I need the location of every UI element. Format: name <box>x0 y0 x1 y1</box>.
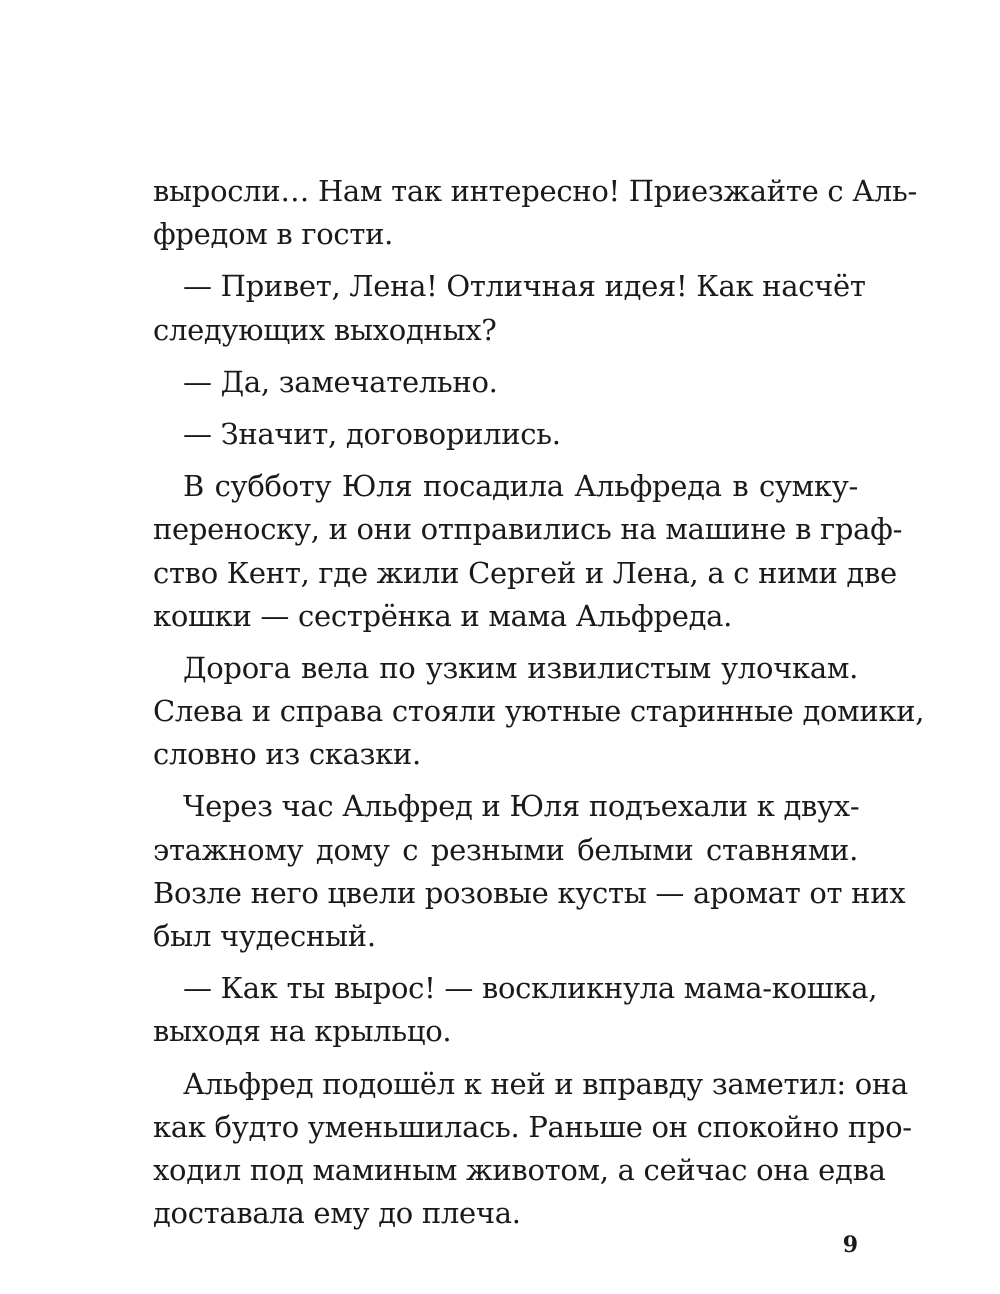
text-line: — Как ты вырос! — воскликнула мама-кошка, <box>183 971 878 1006</box>
text-line: — Значит, договорились. <box>183 416 561 451</box>
text-line: ство Кент, где жили Сергей и Лена, а с ними две <box>153 555 897 590</box>
paragraph-6 <box>153 647 925 777</box>
paragraph-2 <box>153 265 866 351</box>
text-line: следующих выходных? <box>153 312 497 347</box>
text-line: доставала ему до плеча. <box>153 1196 521 1231</box>
text-line: — Привет, Лена! Отличная идея! Как насчёт <box>183 269 866 304</box>
paragraph-8 <box>153 967 878 1053</box>
text-line: словно из сказки. <box>153 737 421 772</box>
text-line: ходил под маминым животом, а сейчас она едва <box>153 1152 886 1187</box>
text-line: В субботу Юля посадила Альфреда в сумку- <box>183 469 858 504</box>
text-line: Дорога вела по узким извилистым улочкам. <box>183 650 858 685</box>
book-page-text <box>153 170 925 1235</box>
paragraph-3 <box>153 361 858 404</box>
text-line: был чудесный. <box>153 919 376 953</box>
text-line: Возле него цвели розовые кусты — аромат от них <box>153 875 906 910</box>
page-number: 9 <box>842 1232 858 1258</box>
text-line: выходя на крыльцо. <box>153 1014 452 1049</box>
text-line: Слева и справа стояли уютные старинные домики, <box>153 694 925 729</box>
paragraph-9 <box>153 1063 912 1236</box>
text-line: переноску, и они отправились на машине в граф- <box>153 512 903 547</box>
text-line: Через час Альфред и Юля подъехали к двух- <box>183 789 860 824</box>
text-line: — Да, замечательно. <box>183 364 498 399</box>
text-line: этажному дому с резными белыми ставнями. <box>153 832 858 867</box>
paragraph-7 <box>153 785 906 958</box>
text-line: как будто уменьшилась. Раньше он спокойно про- <box>153 1109 912 1144</box>
paragraph-1 <box>153 170 917 256</box>
text-line: кошки — сестрёнка и мама Альфреда. <box>153 598 733 633</box>
paragraph-5 <box>153 465 903 638</box>
text-line: выросли… Нам так интересно! Приезжайте с Аль- <box>153 174 917 208</box>
paragraph-4 <box>153 413 858 456</box>
text-line: фредом в гости. <box>153 217 394 252</box>
text-line: Альфред подошёл к ней и вправду заметил: она <box>183 1066 908 1101</box>
